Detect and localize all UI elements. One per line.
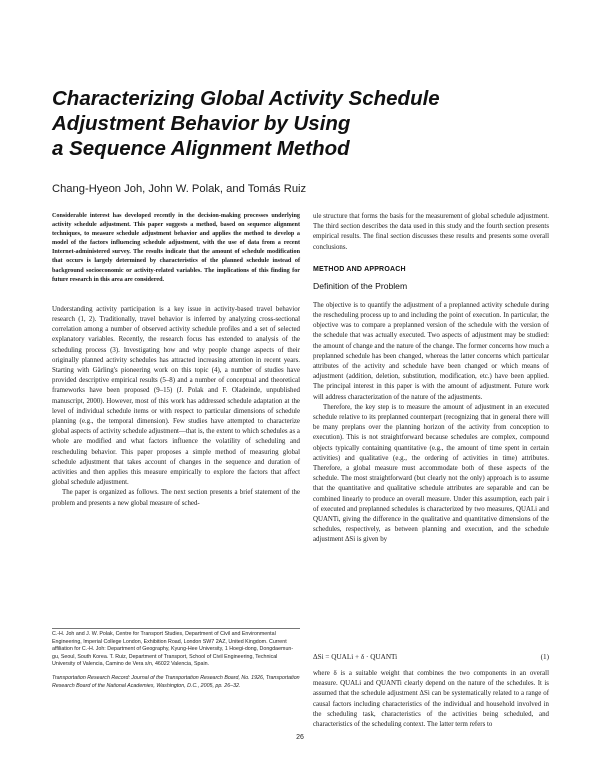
after-equation-text: where δ is a suitable weight that combines the two components in an overall measure. QUALi and QUANTi clearly depend on the nature of the schedules. It is assumed that the schedule adjustment ΔSi can be systematically related to a range of causal factors including characteristics of the individual and household involved in the scheduling task, characteristics of the activities being scheduled, and characteristics of the scheduling context. The latter term refers to <box>313 670 549 729</box>
footnotes <box>52 631 300 690</box>
footnote-rule <box>52 628 300 629</box>
page-number: 26 <box>296 734 304 741</box>
right-intro-text: ule structure that forms the basis for the measurement of global schedule adjustment. The third section describes the data used in this study and the fourth section presents empirical results. The final section discusses these results and presents some overall conclusions. <box>313 213 549 251</box>
method-paragraph: Therefore, the key step is to measure the amount of adjustment in an executed schedule relative to its preplanned counterpart (recognizing that in general there will be many preplans over the planning horizon of the activity from conception to execution). This is not straightforward because schedules are complex, compound objects typically containing quantitative (e.g., the amount of time spent in certain activities) and qualitative (e.g., the ordering of activities in time) attributes. Therefore, a global measure must accommodate both of these aspects of the schedule. The most straightforward (but clearly not the only) approach is to assume that the quantitative and qualitative schedule attributes are separable and can be combined linearly to produce an overall measure. Under this assumption, each pair i of executed and preplanned schedules is characterized by two measures, QUALi and QUANTi, giving the difference in the qualitative and quantitative dimensions of the schedules, respectively, as between planning and execution, and the schedule adjustment ΔSi is given by <box>313 403 549 544</box>
author-affiliations: C.-H. Joh and J. W. Polak, Centre for Transport Studies, Department of Civil and Environmental Engineering, Imperial College London, Exhibition Road, London SW7 2AZ, United Kingdom. Current affiliation for C.-H. Joh: Department of Geography, Kyung-Hee University, 1 Hoegi-dong, Dongdaemun-gu, Seoul, South Korea. T. Ruiz, Department of Transport, School of Civil Engineering, Technical University of Valencia, Camino de Vera s/n, 46022 Valencia, Spain. <box>52 631 294 668</box>
method-paragraph: The objective is to quantify the adjustment of a preplanned activity schedule during the rescheduling process up to and including the point of execution. In particular, the objective was to compare a preplanned version of the schedule with the version of the schedule that was actually executed. Two aspects of adjustment may be studied: the amount of change and the nature of the change. The former concerns how much a preplanned schedule has been changed, whereas the latter concerns which particular attributes of the activity and schedule have been changed or which means of adjustment (addition, deletion, substitution, modification, etc.) have been applied. The principal interest in this paper is with the amount of adjustment. Future work will address characterization of the nature of the adjustments. <box>313 301 549 401</box>
title-line-1: Characterizing Global Activity Schedule <box>52 87 440 110</box>
method-body <box>313 301 549 546</box>
journal-citation: Transportation Research Record: Journal of the Transportation Research Board, No. 1926, Transportation Research Board of the National Academies, Washington, D.C., 2005, pp. 26–32. <box>52 674 300 689</box>
title-line-2: Adjustment Behavior by Using <box>52 112 351 135</box>
author-list: Chang-Hyeon Joh, John W. Polak, and Tomás Ruiz <box>52 183 307 195</box>
abstract <box>52 212 300 285</box>
intro-paragraph: Understanding activity participation is a key issue in activity-based travel behavior research (1, 2). Traditionally, travel behavior is inferred by analyzing cross-sectional correlation among a number of observed activity schedule profiles and a set of selected explanatory variables. Recently, the research focus has extended to analysis of the scheduling process (3). Investigating how and why people change aspects of their originally planned activity schedules has attracted increasing attention in recent years. Starting with Gärling's pioneering work on this topic (4), a number of studies have provided descriptive empirical results (5–8) and a number of conceptual and theoretical frameworks have been proposed (9–15) (J. Polak and F. Oladeinde, unpublished manuscript, 2000). However, most of this work has addressed schedule adaptation at the level of individual schedule items or with respect to particular dimensions of schedule planning (e.g., the temporal dimension). Few studies have attempted to characterize global aspects of activity schedule adjustment—that is, the extent to which schedules as a whole are modified and what factors influence the volatility of scheduling and rescheduling behavior. This paper proposes a simple method of measuring global schedule adjustment that takes account of changes in the sequence and duration of activities and then applies this measure empirically to explore the factors that affect global schedule adjustment. <box>52 305 300 487</box>
paper-title <box>52 86 522 161</box>
equation-1 <box>313 653 549 661</box>
after-equation <box>313 669 549 730</box>
right-column <box>313 212 549 546</box>
abstract-text: Considerable interest has developed recently in the decision-making processes underlying activity schedule adjustment. This paper suggests a method, based on sequence alignment techniques, to measure schedule adjustment behavior and applies the method to develop a model of the factors influencing schedule adjustment, with the use of data from a recent Internet-administered survey. The results indicate that the amount of schedule modification that occurs is largely determined by characteristics of the planned schedule instead of background socioeconomic or activity-related variables. The implications of this finding for future research in this area are considered. <box>52 213 300 283</box>
left-column <box>52 212 300 509</box>
equation-number: (1) <box>540 653 549 661</box>
equation-text: ΔSi = QUALi + δ · QUANTi <box>313 653 398 661</box>
section-heading: METHOD AND APPROACH <box>313 265 406 273</box>
subsection-heading: Definition of the Problem <box>313 280 408 291</box>
title-line-3: a Sequence Alignment Method <box>52 137 350 160</box>
right-intro <box>313 212 549 253</box>
intro-paragraph: The paper is organized as follows. The next section presents a brief statement of the problem and presents a new global measure of sched- <box>52 489 300 507</box>
introduction <box>52 305 300 509</box>
